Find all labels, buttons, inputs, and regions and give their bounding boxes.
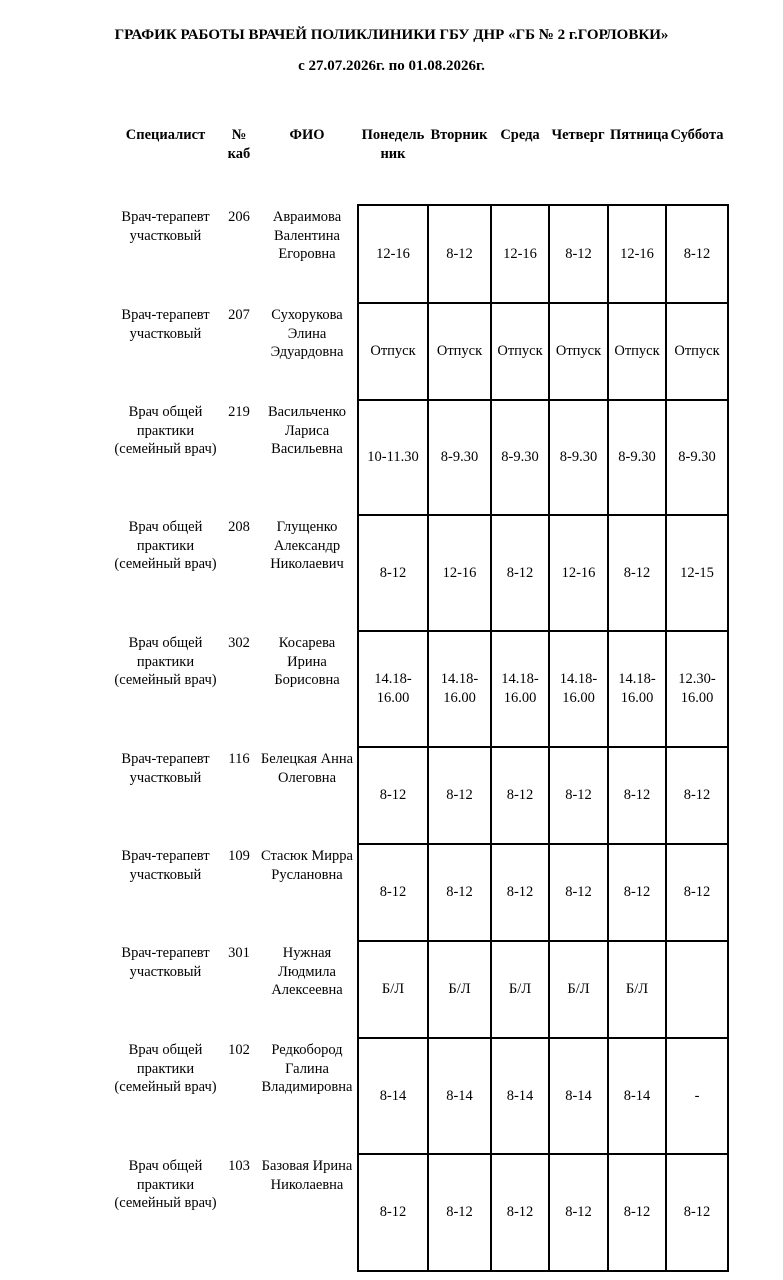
schedule-cell-wed: 14.18-16.00	[491, 631, 549, 747]
schedule-cell-tue: 14.18-16.00	[428, 631, 491, 747]
schedule-cell-sat: 8-12	[666, 205, 728, 303]
schedule-cell-thu: 8-12	[549, 747, 608, 844]
schedule-cell-sat: -	[666, 1038, 728, 1154]
row-specialist: Врач общей практики (семейный врач)	[114, 1042, 217, 1095]
schedule-cell-thu: 8-12	[549, 1154, 608, 1271]
schedule-cell-wed: Отпуск	[491, 303, 549, 400]
schedule-row	[358, 941, 728, 1038]
schedule-cell-sat: 8-12	[666, 1154, 728, 1271]
row-specialist: Врач общей практики (семейный врач)	[114, 519, 217, 572]
header-day-wed: Среда	[500, 127, 540, 143]
schedule-row	[358, 515, 728, 631]
schedule-table	[357, 204, 729, 1272]
row-specialist: Врач-терапевт участковый	[121, 945, 210, 980]
schedule-row	[358, 844, 728, 941]
schedule-cell-thu: 8-12	[549, 205, 608, 303]
schedule-cell-tue: Отпуск	[428, 303, 491, 400]
schedule-cell-fri: 8-12	[608, 515, 666, 631]
schedule-cell-mon: 14.18-16.00	[358, 631, 428, 747]
row-doctor-name: Базовая Ирина Николаевна	[261, 1158, 353, 1193]
schedule-cell-tue: 8-12	[428, 205, 491, 303]
schedule-cell-mon: Б/Л	[358, 941, 428, 1038]
schedule-row	[358, 205, 728, 303]
row-doctor-name: Сухорукова Элина Эдуардовна	[270, 307, 344, 360]
schedule-cell-tue: Б/Л	[428, 941, 491, 1038]
schedule-cell-mon: Отпуск	[358, 303, 428, 400]
schedule-row	[358, 747, 728, 844]
schedule-cell-tue: 8-14	[428, 1038, 491, 1154]
schedule-cell-fri: Отпуск	[608, 303, 666, 400]
row-doctor-name: Стасюк Мирра Руслановна	[261, 848, 353, 883]
row-doctor-name: Нужная Людмила Алексеевна	[271, 945, 343, 998]
schedule-cell-fri: Б/Л	[608, 941, 666, 1038]
schedule-row	[358, 1038, 728, 1154]
header-fio: ФИО	[289, 127, 325, 143]
schedule-cell-wed: 8-12	[491, 747, 549, 844]
row-cab-number: 102	[228, 1042, 250, 1058]
schedule-cell-fri: 8-12	[608, 844, 666, 941]
schedule-cell-fri: 8-12	[608, 1154, 666, 1271]
schedule-cell-fri: 8-14	[608, 1038, 666, 1154]
schedule-cell-mon: 8-12	[358, 515, 428, 631]
schedule-cell-sat: Отпуск	[666, 303, 728, 400]
schedule-cell-thu: 14.18-16.00	[549, 631, 608, 747]
schedule-cell-tue: 8-9.30	[428, 400, 491, 515]
schedule-cell-fri: 8-9.30	[608, 400, 666, 515]
schedule-cell-thu: Б/Л	[549, 941, 608, 1038]
schedule-cell-sat: 8-12	[666, 747, 728, 844]
row-doctor-name: Косарева Ирина Борисовна	[274, 635, 340, 688]
row-cab-number: 302	[228, 635, 250, 651]
schedule-cell-wed: 8-12	[491, 1154, 549, 1271]
page-title: ГРАФИК РАБОТЫ ВРАЧЕЙ ПОЛИКЛИНИКИ ГБУ ДНР «ГБ № 2 г.ГОРЛОВКИ»	[114, 27, 669, 43]
header-day-sat: Суббота	[670, 127, 724, 143]
row-cab-number: 219	[228, 404, 250, 420]
row-cab-number: 206	[228, 209, 250, 225]
row-cab-number: 103	[228, 1158, 250, 1174]
row-cab-number: 301	[228, 945, 250, 961]
schedule-cell-wed: Б/Л	[491, 941, 549, 1038]
row-cab-number: 208	[228, 519, 250, 535]
row-specialist: Врач общей практики (семейный врач)	[114, 635, 217, 688]
schedule-cell-thu: 12-16	[549, 515, 608, 631]
row-specialist: Врач-терапевт участковый	[121, 848, 210, 883]
header-day-thu: Четверг	[551, 127, 605, 143]
schedule-cell-mon: 8-14	[358, 1038, 428, 1154]
header-day-tue: Вторник	[430, 127, 488, 143]
schedule-cell-wed: 8-9.30	[491, 400, 549, 515]
row-specialist: Врач общей практики (семейный врач)	[114, 404, 217, 457]
header-day-fri: Пятница	[610, 127, 669, 143]
row-cab-number: 109	[228, 848, 250, 864]
row-doctor-name: Редкобород Галина Владимировна	[261, 1042, 353, 1095]
schedule-cell-tue: 8-12	[428, 747, 491, 844]
row-specialist: Врач-терапевт участковый	[121, 751, 210, 786]
date-range: с 27.07.2026г. по 01.08.2026г.	[298, 58, 485, 74]
schedule-cell-fri: 8-12	[608, 747, 666, 844]
schedule-cell-wed: 12-16	[491, 205, 549, 303]
schedule-cell-fri: 14.18-16.00	[608, 631, 666, 747]
row-specialist: Врач-терапевт участковый	[121, 307, 210, 342]
schedule-cell-tue: 8-12	[428, 844, 491, 941]
schedule-cell-thu: Отпуск	[549, 303, 608, 400]
schedule-row	[358, 631, 728, 747]
schedule-cell-wed: 8-12	[491, 844, 549, 941]
schedule-cell-tue: 12-16	[428, 515, 491, 631]
schedule-cell-thu: 8-12	[549, 844, 608, 941]
row-cab-number: 116	[228, 751, 250, 767]
schedule-cell-sat: 8-12	[666, 844, 728, 941]
schedule-cell-wed: 8-12	[491, 515, 549, 631]
header-day-mon: Понедель ник	[361, 127, 425, 162]
schedule-cell-mon: 8-12	[358, 747, 428, 844]
schedule-cell-sat: 8-9.30	[666, 400, 728, 515]
row-specialist: Врач-терапевт участковый	[121, 209, 210, 244]
header-cab: № каб	[227, 127, 251, 162]
schedule-cell-tue: 8-12	[428, 1154, 491, 1271]
schedule-row	[358, 400, 728, 515]
row-doctor-name: Авраимова Валентина Егоровна	[272, 209, 342, 262]
schedule-cell-mon: 8-12	[358, 1154, 428, 1271]
schedule-cell-wed: 8-14	[491, 1038, 549, 1154]
header-specialist: Специалист	[125, 127, 206, 143]
schedule-cell-mon: 10-11.30	[358, 400, 428, 515]
schedule-cell-thu: 8-14	[549, 1038, 608, 1154]
schedule-cell-thu: 8-9.30	[549, 400, 608, 515]
row-doctor-name: Глущенко Александр Николаевич	[270, 519, 344, 572]
row-specialist: Врач общей практики (семейный врач)	[114, 1158, 217, 1211]
row-doctor-name: Белецкая Анна Олеговна	[260, 751, 354, 786]
schedule-row	[358, 303, 728, 400]
schedule-row	[358, 1154, 728, 1271]
schedule-cell-sat	[666, 941, 728, 1038]
schedule-cell-sat: 12.30-16.00	[666, 631, 728, 747]
schedule-cell-fri: 12-16	[608, 205, 666, 303]
row-doctor-name: Васильченко Лариса Васильевна	[267, 404, 347, 457]
schedule-cell-mon: 8-12	[358, 844, 428, 941]
schedule-cell-sat: 12-15	[666, 515, 728, 631]
row-cab-number: 207	[228, 307, 250, 323]
schedule-cell-mon: 12-16	[358, 205, 428, 303]
